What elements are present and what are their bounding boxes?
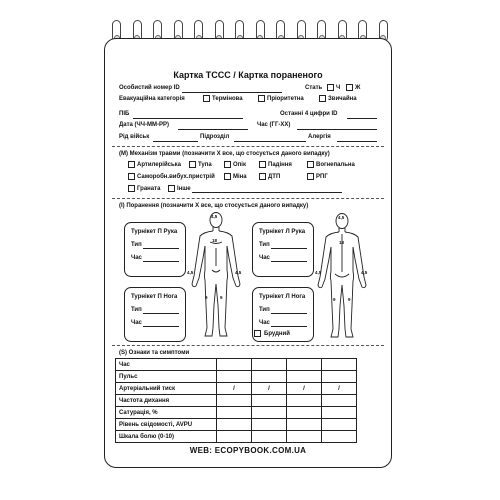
- front-left-leg-pct: 9: [220, 295, 223, 300]
- vitals-cell[interactable]: [287, 407, 322, 419]
- vitals-row-pulse: [116, 371, 357, 383]
- vitals-cell[interactable]: [217, 419, 252, 431]
- section-divider: [112, 198, 384, 199]
- vitals-cell[interactable]: [287, 359, 322, 371]
- section-divider: [112, 146, 384, 147]
- mech-gsw-label: Вогнепальна: [316, 162, 355, 168]
- tq-time-field[interactable]: [271, 261, 307, 262]
- vitals-cell[interactable]: [217, 359, 252, 371]
- date-field[interactable]: [178, 129, 248, 130]
- mech-rpg-label: РПГ: [316, 174, 328, 180]
- last4-field[interactable]: [347, 118, 377, 119]
- vitals-row-label: Шкала болю (0-10): [116, 431, 217, 443]
- evac-routine-checkbox[interactable]: [319, 95, 326, 102]
- tq-time-label: Час: [259, 255, 270, 261]
- vitals-cell[interactable]: [322, 395, 357, 407]
- mech-grenade-label: Граната: [137, 186, 161, 192]
- last4-label: Останні 4 цифри ID: [280, 111, 338, 117]
- evac-priority-label: Пріоритетна: [267, 96, 304, 102]
- vitals-row-time: [116, 359, 357, 371]
- tq-type-label: Тип: [131, 307, 142, 313]
- mech-gsw-checkbox[interactable]: [307, 161, 314, 168]
- unit-label: Підрозділ: [200, 134, 230, 140]
- branch-field[interactable]: [153, 141, 198, 142]
- back-left-arm-pct: 4,5: [361, 270, 368, 275]
- vitals-cell[interactable]: [217, 431, 252, 443]
- front-right-arm-pct: 4,5: [187, 270, 194, 275]
- footer-web: WEB: ECOPYBOOK.COM.UA: [189, 446, 307, 455]
- vitals-cell[interactable]: [252, 395, 287, 407]
- tq-time-label: Час: [131, 320, 142, 326]
- personal-id-label: Особистий номер ID: [119, 85, 180, 91]
- vitals-cell[interactable]: [322, 419, 357, 431]
- mech-ied-label: Саморобн.вибух.пристрій: [137, 174, 215, 180]
- sex-label: Стать: [305, 85, 323, 91]
- tq-right-arm-label: Турнікет П Рука: [131, 229, 178, 235]
- vitals-cell[interactable]: [322, 431, 357, 443]
- vitals-cell[interactable]: [217, 407, 252, 419]
- vitals-cell[interactable]: [252, 359, 287, 371]
- vitals-cell[interactable]: [252, 371, 287, 383]
- back-right-leg-pct: 9: [333, 297, 336, 302]
- tq-right-leg-box: [124, 287, 186, 342]
- tq-time-field[interactable]: [271, 326, 307, 327]
- signs-header: (S) Ознаки та симптоми: [119, 350, 190, 356]
- mech-fall-checkbox[interactable]: [259, 161, 266, 168]
- vitals-cell[interactable]: /: [217, 383, 252, 395]
- dirty-checkbox[interactable]: [254, 330, 261, 337]
- mech-mva-checkbox[interactable]: [259, 173, 266, 180]
- evac-routine-label: Звичайна: [328, 96, 357, 102]
- tq-type-label: Тип: [259, 307, 270, 313]
- vitals-cell[interactable]: /: [287, 383, 322, 395]
- mech-other-field[interactable]: [192, 192, 342, 193]
- evac-urgent-label: Термінова: [212, 96, 243, 102]
- vitals-cell[interactable]: [322, 371, 357, 383]
- tq-type-field[interactable]: [271, 248, 307, 249]
- mech-burn-label: Опік: [233, 162, 246, 168]
- vitals-row-resp: [116, 395, 357, 407]
- vitals-cell[interactable]: /: [252, 383, 287, 395]
- mech-blunt-checkbox[interactable]: [189, 161, 196, 168]
- tq-type-label: Тип: [131, 242, 142, 248]
- vitals-cell[interactable]: [287, 431, 322, 443]
- tq-type-label: Тип: [259, 242, 270, 248]
- vitals-table: [115, 358, 357, 443]
- mech-mva-label: ДТП: [268, 174, 281, 180]
- mech-grenade-checkbox[interactable]: [128, 185, 135, 192]
- unit-field[interactable]: [234, 141, 306, 142]
- front-torso-pct: 18: [212, 238, 218, 243]
- time-field[interactable]: [297, 129, 377, 130]
- back-right-arm-pct: 4,5: [315, 270, 322, 275]
- vitals-cell[interactable]: /: [322, 383, 357, 395]
- tq-type-field[interactable]: [143, 248, 179, 249]
- mech-artillery-label: Артилерійська: [137, 162, 182, 168]
- vitals-row-label: Сатурація, %: [116, 407, 217, 419]
- vitals-row-label: Артеріальний тиск: [116, 383, 217, 395]
- tq-type-field[interactable]: [271, 313, 307, 314]
- card-title: Картка ТССС / Картка пораненого: [173, 70, 323, 80]
- vitals-row-bp: [116, 383, 357, 395]
- front-right-leg-pct: 9: [205, 295, 208, 300]
- evac-priority-checkbox[interactable]: [258, 95, 265, 102]
- mech-burn-checkbox[interactable]: [224, 161, 231, 168]
- vitals-row-label: Рівень свідомості, AVPU: [116, 419, 217, 431]
- vitals-cell[interactable]: [322, 407, 357, 419]
- mech-other-checkbox[interactable]: [168, 185, 175, 192]
- sex-m-label: Ч: [336, 85, 341, 91]
- body-back-diagram[interactable]: [313, 212, 371, 345]
- front-left-arm-pct: 4,5: [235, 270, 242, 275]
- section-divider: [112, 345, 384, 346]
- name-label: ПІБ: [119, 111, 130, 117]
- mech-mine-label: Міна: [233, 174, 247, 180]
- sex-m-checkbox[interactable]: [327, 84, 334, 91]
- tq-time-field[interactable]: [143, 261, 179, 262]
- mech-mine-checkbox[interactable]: [224, 173, 231, 180]
- date-label: Дата (ЧЧ-ММ-РР): [119, 122, 169, 128]
- tq-time-field[interactable]: [143, 326, 179, 327]
- mech-ied-checkbox[interactable]: [128, 173, 135, 180]
- vitals-cell[interactable]: [322, 359, 357, 371]
- mechanism-header: (М) Механізм травми (позначити X все, що стосується даного випадку): [119, 151, 330, 157]
- tq-left-arm-label: Турнікет Л Рука: [259, 229, 306, 235]
- injury-header: (I) Поранення (позначити X все, що стосується даного випадку): [119, 203, 309, 209]
- tq-right-leg-label: Турнікет П Нога: [131, 294, 178, 300]
- back-left-leg-pct: 9: [348, 297, 351, 302]
- body-front-diagram[interactable]: [186, 210, 246, 345]
- vitals-row-label: Частота дихання: [116, 395, 217, 407]
- allergy-field[interactable]: [337, 141, 377, 142]
- back-torso-pct: 18: [339, 240, 345, 245]
- back-head-pct: 4,5: [338, 215, 345, 220]
- mech-blunt-label: Тупа: [198, 162, 212, 168]
- tq-left-leg-label: Турнікет Л Нога: [259, 294, 306, 300]
- vitals-row-label: Час: [116, 359, 217, 371]
- branch-label: Рід військ: [119, 134, 150, 140]
- dirty-label: Брудний: [264, 331, 290, 337]
- front-head-pct: 4,5: [211, 214, 218, 219]
- tq-time-label: Час: [259, 320, 270, 326]
- name-field[interactable]: [133, 118, 243, 119]
- vitals-row-avpu: [116, 419, 357, 431]
- mech-other-label: Інше: [177, 186, 191, 192]
- tq-time-label: Час: [131, 255, 142, 261]
- vitals-cell[interactable]: [252, 407, 287, 419]
- tq-type-field[interactable]: [143, 313, 179, 314]
- vitals-cell[interactable]: [287, 371, 322, 383]
- vitals-row-spo2: [116, 407, 357, 419]
- vitals-cell[interactable]: [217, 371, 252, 383]
- vitals-cell[interactable]: [252, 431, 287, 443]
- mech-artillery-checkbox[interactable]: [128, 161, 135, 168]
- sex-f-label: Ж: [355, 85, 361, 91]
- evac-label: Евакуаційна категорія: [119, 96, 185, 102]
- mech-rpg-checkbox[interactable]: [307, 173, 314, 180]
- tq-right-arm-box: [124, 222, 186, 277]
- tq-left-arm-box: [252, 222, 314, 277]
- mech-fall-label: Падіння: [268, 162, 292, 168]
- personal-id-field[interactable]: [182, 92, 282, 93]
- vitals-cell[interactable]: [217, 395, 252, 407]
- vitals-cell[interactable]: [287, 395, 322, 407]
- vitals-row-pain: [116, 431, 357, 443]
- evac-urgent-checkbox[interactable]: [203, 95, 210, 102]
- sex-f-checkbox[interactable]: [346, 84, 353, 91]
- time-label: Час (ГГ-ХХ): [257, 122, 291, 128]
- vitals-cell[interactable]: [287, 419, 322, 431]
- vitals-row-label: Пульс: [116, 371, 217, 383]
- allergy-label: Алергія: [308, 134, 331, 140]
- vitals-cell[interactable]: [252, 419, 287, 431]
